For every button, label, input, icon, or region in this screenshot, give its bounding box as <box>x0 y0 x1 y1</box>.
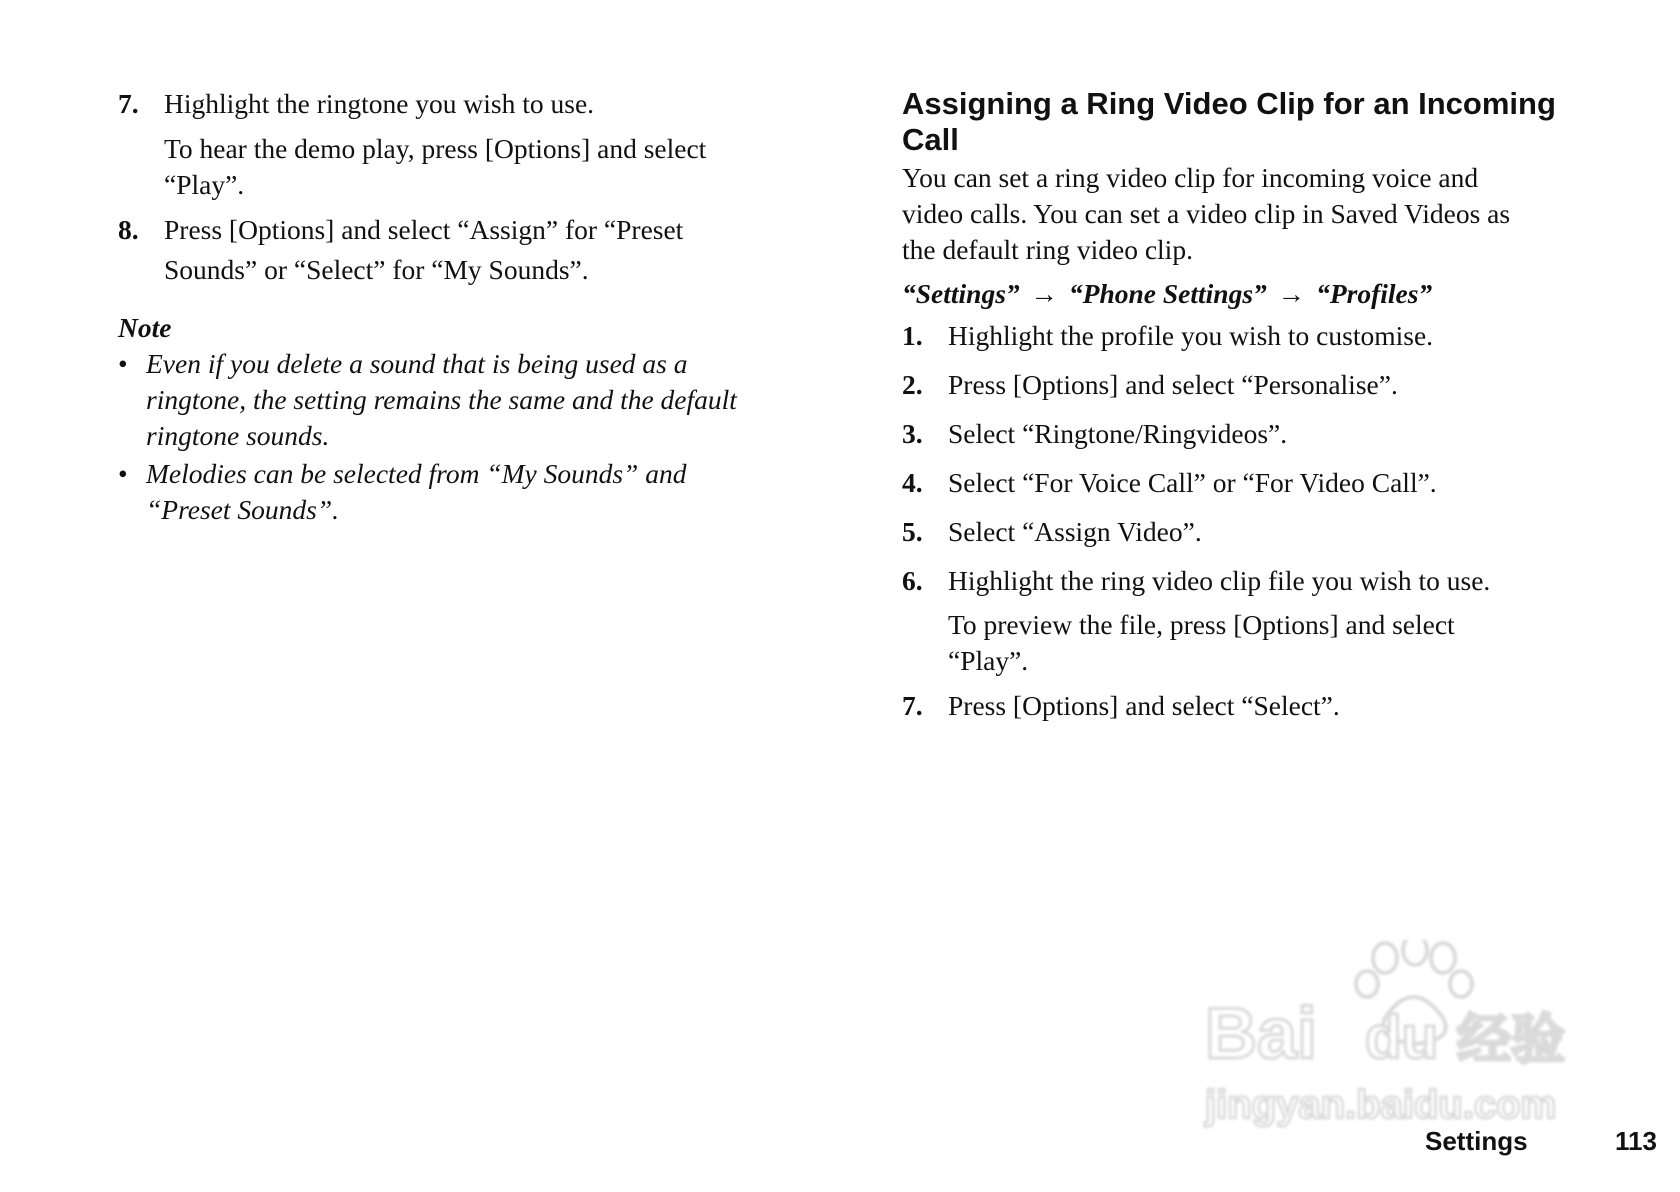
step-text: Press [Options] and select “Select”. <box>948 690 1340 721</box>
arrow-right-icon: → <box>1030 278 1059 309</box>
baidu-watermark <box>1195 940 1595 1140</box>
section-heading-line2: Call <box>902 122 959 157</box>
step-text: Press [Options] and select “Assign” for “Preset <box>164 214 684 245</box>
note-bullet-2-line2: “Preset Sounds”. <box>146 494 340 525</box>
svg-text:du: du <box>1365 1004 1439 1071</box>
step-7-sub-line1: To hear the demo play, press [Options] and select <box>164 133 707 164</box>
step-number: 6. <box>902 565 923 596</box>
step-number: 8. <box>118 214 139 245</box>
right-step-6-sub-line2: “Play”. <box>948 645 1029 676</box>
step-number: 1. <box>902 320 923 351</box>
step-text: Select “Ringtone/Ringvideos”. <box>948 418 1288 449</box>
step-text: Press [Options] and select “Personalise”. <box>948 369 1398 400</box>
step-text: Select “For Voice Call” or “For Video Call”. <box>948 467 1437 498</box>
step-text: Highlight the ring video clip file you wish to use. <box>948 565 1491 596</box>
note-bullet-2-line1: Melodies can be selected from “My Sounds” and <box>146 458 687 489</box>
step-text: Select “Assign Video”. <box>948 516 1202 547</box>
step-8-line2: Sounds” or “Select” for “My Sounds”. <box>164 254 589 285</box>
svg-text:经验: 经验 <box>1457 1010 1565 1070</box>
section-heading-line1: Assigning a Ring Video Clip for an Incoming <box>902 86 1556 121</box>
path-profiles: “Profiles” <box>1316 278 1433 309</box>
bullet-dot: • <box>118 348 128 379</box>
step-number: 3. <box>902 418 923 449</box>
right-step-6-sub-line1: To preview the file, press [Options] and select <box>948 609 1455 640</box>
svg-text:jingyan.baidu.com: jingyan.baidu.com <box>1205 1083 1557 1127</box>
intro-line3: the default ring video clip. <box>902 234 1193 265</box>
step-text: Highlight the ringtone you wish to use. <box>164 88 595 119</box>
menu-path <box>902 276 1432 312</box>
page-number: 113 <box>1615 1126 1657 1156</box>
paw-icon <box>1195 940 1595 1140</box>
step-7-sub-line2: “Play”. <box>164 169 245 200</box>
note-bullet-1-line2: ringtone, the setting remains the same and the default <box>146 384 737 415</box>
step-text: Highlight the profile you wish to customise. <box>948 320 1434 351</box>
note-title: Note <box>118 312 172 343</box>
arrow-right-icon: → <box>1277 278 1306 309</box>
intro-line1: You can set a ring video clip for incoming voice and <box>902 162 1479 193</box>
step-number: 7. <box>902 690 923 721</box>
note-bullet-1-line1: Even if you delete a sound that is being used as a <box>146 348 688 379</box>
note-bullet-1-line3: ringtone sounds. <box>146 420 330 451</box>
path-phone-settings: “Phone Settings” <box>1068 278 1267 309</box>
step-number: 2. <box>902 369 923 400</box>
step-number: 5. <box>902 516 923 547</box>
bullet-dot: • <box>118 458 128 489</box>
footer-section: Settings <box>1425 1126 1528 1156</box>
path-settings: “Settings” <box>902 278 1020 309</box>
step-number: 7. <box>118 88 139 119</box>
step-number: 4. <box>902 467 923 498</box>
intro-line2: video calls. You can set a video clip in Saved Videos as <box>902 198 1511 229</box>
svg-text:Bai: Bai <box>1205 994 1318 1074</box>
